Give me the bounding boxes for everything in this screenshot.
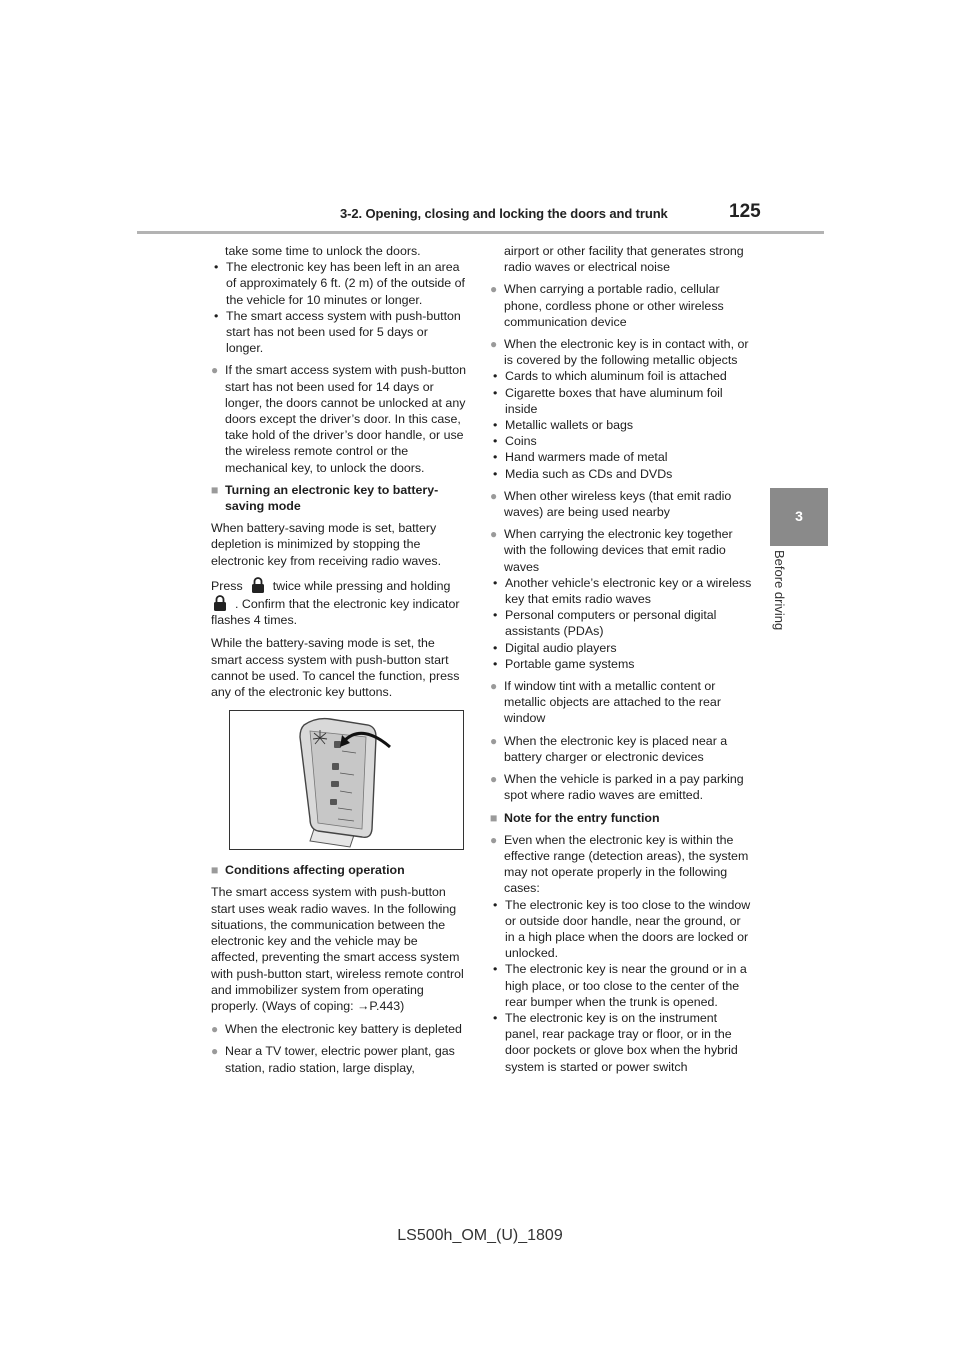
circle-bullet-icon: ● [211,1044,219,1059]
sub-text: The electronic key is too close to the window or outside door handle, near the ground, or in a high place when the doors are locked or unlocked. [505,897,751,961]
metal-sub-item [490,417,752,433]
bullet-text: When the electronic key is in contact with, or is covered by the following metallic objects [504,337,749,368]
heading-text: Conditions affecting operation [225,863,405,878]
sub-text: Portable game systems [505,656,635,671]
dot-icon: • [493,656,498,671]
dot-icon: • [493,640,498,655]
press-end: . Confirm that the electronic key indicator flashes 4 times. [211,597,460,628]
dot-icon: • [493,369,498,384]
sub-text: Another vehicle’s electronic key or a wireless key that emits radio waves [505,575,752,607]
bullet-item [490,678,752,727]
circle-bullet-icon: ● [211,363,219,378]
circle-bullet-icon: ● [490,527,498,542]
bullet-text: When the vehicle is parked in a pay parking spot where radio waves are emitted. [504,772,744,803]
device-sub-item [490,575,752,607]
heading-entry-function [490,810,752,826]
device-sub-item [490,656,752,672]
dot-icon: • [493,385,498,400]
heading-conditions [211,862,468,878]
bullet-text: When carrying a portable radio, cellular phone, cordless phone or other wireless communication device [504,282,724,329]
electronic-key-illustration-icon [230,711,463,849]
paragraph-conditions: The smart access system with push-button start uses weak radio waves. In the following situations, the communication between the electronic key and the vehicle may be affected, preventing the smart access system with push-button start, wireless remote control and immobilizer system from operating properly. (Ways of coping: →P.443) [211,885,464,1013]
electronic-key-figure [229,710,464,850]
entry-sub-item [490,1010,752,1075]
lock-icon [251,576,265,594]
paragraph-battery: When battery-saving mode is set, battery depletion is minimized by stopping the electronic key from receiving radio waves. [211,521,442,568]
heading-text: Turning an electronic key to battery-saving mode [225,482,439,514]
intro-sub-item [211,259,468,308]
bullet-text: Even when the electronic key is within the effective range (detection areas), the system may not operate properly in the following cases: [504,832,749,896]
sub-text: Metallic wallets or bags [505,418,634,433]
dot-icon: • [493,962,498,977]
bullet-item [490,526,752,575]
circle-bullet-icon: ● [490,733,498,748]
chapter-number: 3 [795,508,803,524]
dot-icon: • [493,418,498,433]
paragraph-cancel: While the battery-saving mode is set, the smart access system with push-button start cannot be used. To cancel the function, press any of the electronic key buttons. [211,636,460,700]
heading-text: Note for the entry function [504,810,660,825]
bullet-item [490,832,752,897]
right-column [490,243,752,1075]
circle-bullet-icon: ● [211,1022,219,1037]
metal-sub-item [490,466,752,482]
square-marker-icon: ■ [490,810,498,825]
left-column [211,243,468,1082]
dot-icon: • [493,450,498,465]
circle-bullet-icon: ● [490,488,498,503]
bullet-text: When the electronic key battery is depleted [225,1022,462,1037]
metal-sub-item [490,449,752,465]
bullet-text: If window tint with a metallic content or metallic objects are attached to the rear window [504,679,721,726]
dot-icon: • [214,260,219,275]
dot-icon: • [493,466,498,481]
circle-bullet-icon: ● [490,282,498,297]
sub-text: Digital audio players [505,640,617,655]
bullet-item [490,488,752,520]
sub-text: Cards to which aluminum foil is attached [505,369,727,384]
section-title: 3-2. Opening, closing and locking the doors and trunk [340,206,668,221]
chapter-tab [770,488,828,546]
bullet-item [490,771,752,803]
sub-text: Media such as CDs and DVDs [505,466,673,481]
sub-text: Coins [505,434,537,449]
intro-sub-item [211,308,468,357]
bullet-item [211,362,468,475]
heading-battery-saving [211,482,468,514]
circle-bullet-icon: ● [490,337,498,352]
press-mid: twice while pressing and holding [272,578,451,593]
bullet-text: When other wireless keys (that emit radio waves) are being used nearby [504,488,732,520]
chapter-label [772,550,798,650]
press-word: Press [211,578,243,593]
dot-icon: • [493,575,498,590]
sub-text: Cigarette boxes that have aluminum foil inside [505,385,723,416]
header-divider [137,231,824,234]
bullet-text: Near a TV tower, electric power plant, gas station, radio station, large display, [225,1044,455,1075]
entry-sub-item [490,897,752,962]
bullet-item [211,1043,468,1075]
bullet-text: When carrying the electronic key together with the following devices that emit radio waves [504,527,733,574]
square-marker-icon: ■ [211,863,219,878]
bullet-text: If the smart access system with push-button start has not been used for 14 days or longer, the doors cannot be unlocked at any doors except the driver’s door. In this case, take hold of the driver’s door handle, or use the wireless remote control or the mechanical key, to unlock the doors. [225,363,467,475]
device-sub-item [490,607,752,639]
dot-icon: • [493,434,498,449]
intro-sub-text: The electronic key has been left in an area of approximately 6 ft. (2 m) of the outside of the vehicle for 10 minutes or longer. [226,260,465,307]
circle-bullet-icon: ● [490,772,498,787]
sub-text: The electronic key is near the ground or in a high place, or too close to the center of the rear bumper when the trunk is opened. [505,962,747,1009]
sub-text: The electronic key is on the instrument panel, rear package tray or floor, or in the door pockets or glove box when the hybrid system is started or power switch [505,1010,738,1074]
chapter-label-text: Before driving [772,550,787,631]
circle-bullet-icon: ● [490,832,498,847]
circle-bullet-icon: ● [490,679,498,694]
entry-sub-item [490,961,752,1010]
intro-continuation: take some time to unlock the doors. [225,244,421,258]
dot-icon: • [214,308,219,323]
tv-continuation: airport or other facility that generates strong radio waves or electrical noise [504,244,744,275]
bullet-item [490,733,752,765]
device-sub-item [490,640,752,656]
dot-icon: • [493,897,498,912]
bullet-text: When the electronic key is placed near a battery charger or electronic devices [504,733,728,764]
dot-icon: • [493,1010,498,1025]
paragraph-press [211,576,468,629]
square-marker-icon: ■ [211,482,219,497]
footer-model-code: LS500h_OM_(U)_1809 [397,1227,563,1244]
bullet-item [490,281,752,330]
bullet-item [211,1021,468,1037]
intro-sub-text: The smart access system with push-button start has not been used for 5 days or longer. [226,308,461,356]
metal-sub-item [490,385,752,417]
lock-icon [213,594,227,612]
metal-sub-item [490,433,752,449]
page-number: 125 [729,201,761,222]
sub-text: Personal computers or personal digital assistants (PDAs) [505,608,717,639]
sub-text: Hand warmers made of metal [505,450,668,465]
metal-sub-item [490,368,752,384]
bullet-item [490,336,752,368]
dot-icon: • [493,608,498,623]
